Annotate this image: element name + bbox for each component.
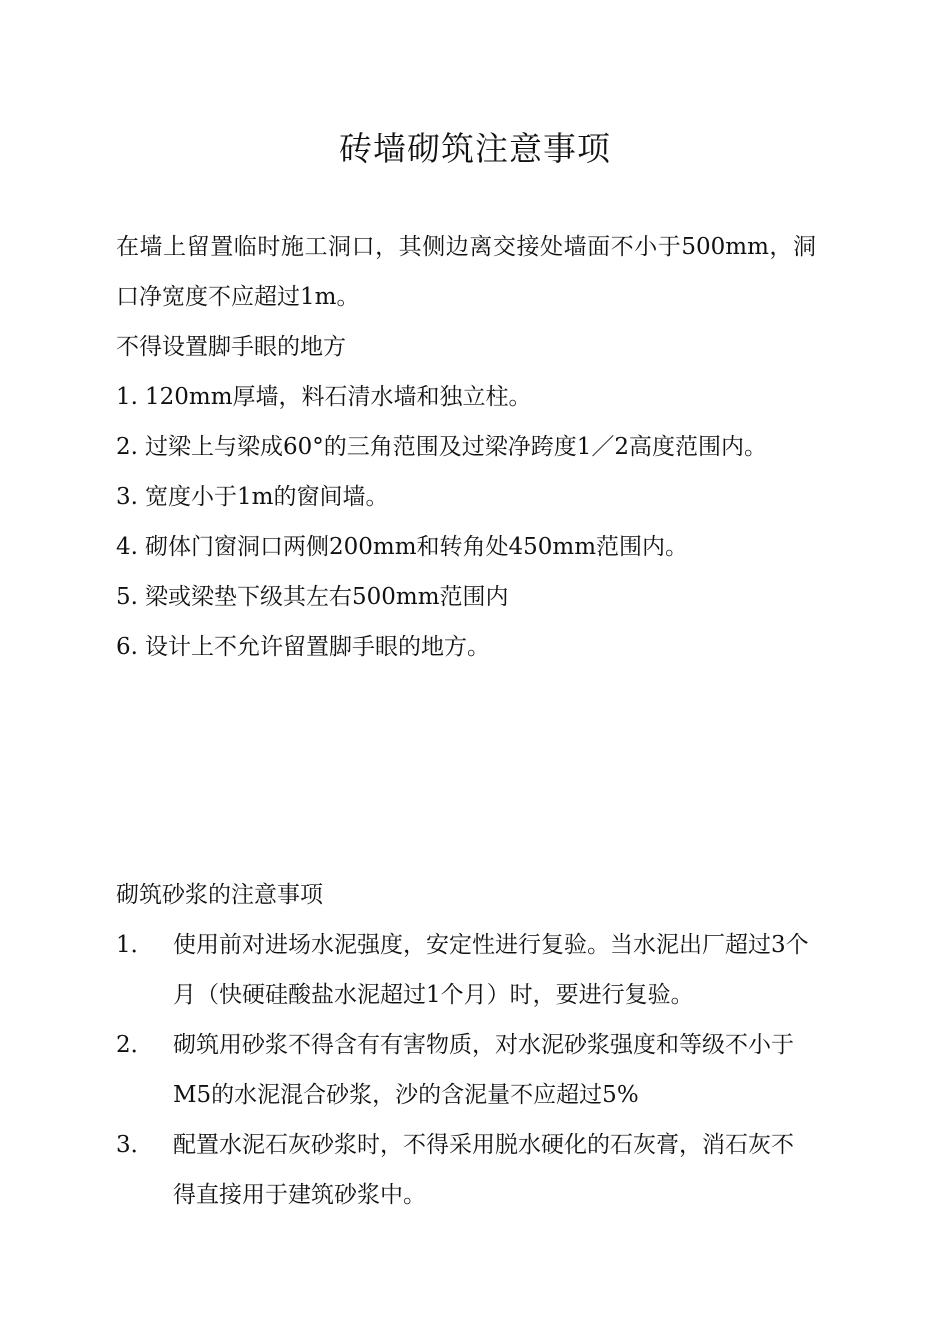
- section-heading: 不得设置脚手眼的地方: [116, 334, 346, 360]
- list-item-number: 1．: [116, 932, 154, 958]
- list-item: [116, 1020, 816, 1120]
- mortar-section: [116, 870, 816, 1220]
- list-item-text: 配置水泥石灰砂浆时，不得采用脱水硬化的石灰膏，消石灰不得直接用于建筑砂浆中。: [173, 1132, 794, 1208]
- list-item-number: 3.: [116, 484, 138, 510]
- list-item: [116, 622, 816, 672]
- list-item-number: 4.: [116, 534, 138, 560]
- list-item: [116, 920, 816, 1020]
- list-item-number: 2．: [116, 1032, 154, 1058]
- list-item: [116, 522, 816, 572]
- scaffold-section: [116, 222, 816, 672]
- list-item-text: 过梁上与梁成60°的三角范围及过梁净跨度1／2高度范围内。: [145, 434, 768, 460]
- list-item-number: 5.: [116, 584, 138, 610]
- list-item: [116, 1120, 816, 1220]
- list-item-number: 1.: [116, 384, 138, 410]
- list-item: [116, 422, 816, 472]
- list-item-text: 使用前对进场水泥强度，安定性进行复验。当水泥出厂超过3个月（快硬硅酸盐水泥超过1个月）时，要进行复验。: [173, 932, 809, 1008]
- list-item-text: 砌体门窗洞口两侧200mm和转角处450mm范围内。: [145, 534, 689, 560]
- list-item-text: 120mm厚墙，料石清水墙和独立柱。: [145, 384, 532, 410]
- list-item-number: 2.: [116, 434, 138, 460]
- list-item-number: 6.: [116, 634, 138, 660]
- section-heading: 砌筑砂浆的注意事项: [116, 882, 323, 908]
- list-item-text: 设计上不允许留置脚手眼的地方。: [145, 634, 490, 660]
- list-item: [116, 472, 816, 522]
- list-item-text: 梁或梁垫下级其左右500mm范围内: [145, 584, 509, 610]
- intro-paragraph: 在墙上留置临时施工洞口，其侧边离交接处墙面不小于500mm，洞口净宽度不应超过1m。: [116, 234, 816, 310]
- list-item-number: 3．: [116, 1132, 154, 1158]
- list-item: [116, 372, 816, 422]
- list-item-text: 宽度小于1m的窗间墙。: [145, 484, 389, 510]
- list-item-text: 砌筑用砂浆不得含有有害物质，对水泥砂浆强度和等级不小于M5的水泥混合砂浆，沙的含泥量不应超过5%: [173, 1032, 794, 1108]
- document-title: 砖墙砌筑注意事项: [339, 129, 611, 168]
- list-item: [116, 572, 816, 622]
